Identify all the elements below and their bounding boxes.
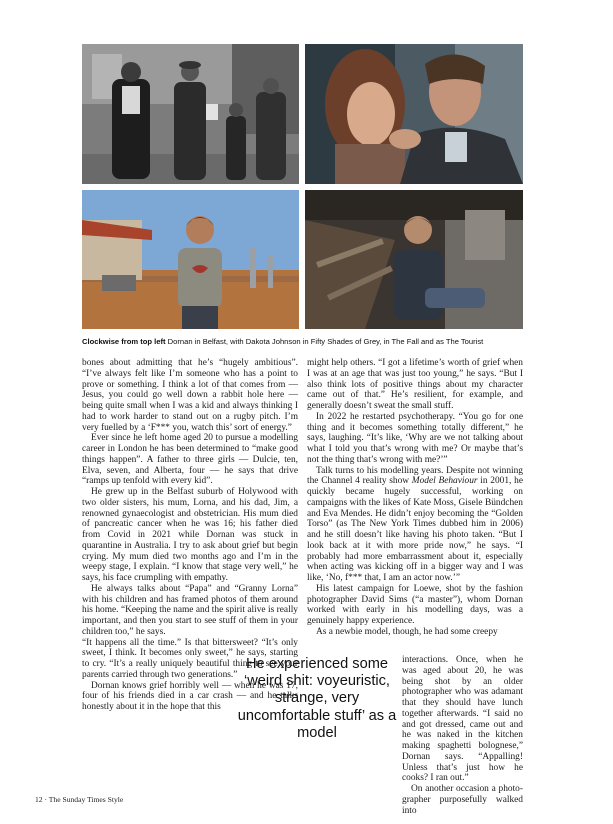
photo-belfast [82,44,299,184]
paragraph: His latest campaign for Loewe, shot by the fashion photographer David Sims (“a master”), whom Dornan worked with early in his modelling days, was a genuinely happy experience. [307,583,523,626]
paragraph: interactions. Once, when he was aged about 20, he was being shot by an older photographer who was adamant that they should have lunch together afterwards. “I said no and got dressed, came out and he was naked in the kitchen making spaghetti bolognese,” Dornan says. “Appalling! Unless that’s just how he cooks? I ran out.” [402,655,523,784]
paragraph: might help others. “I got a lifetime’s worth of grief when I was at an age that was just too young,” he says. “But I also think lots of positive things about my character came out of that.” He’s resilient, for example, and generally doesn’t sweat the small stuff. [307,358,523,411]
article-column-2-continued [402,655,523,816]
paragraph: “It happens all the time.” Is that bittersweet? “It’s only sweet, I think. It becomes only sweet,” he says, starting to cry. “It’s a really uniquely beautiful thing to see your parents carried through two generations.” [82,637,298,680]
caption-lead: Clockwise from top left [82,337,166,346]
paragraph: Dornan knows grief horribly well — when he was 17, four of his friends died in a car crash — and he talks honestly about it in the hope that this [82,680,298,712]
photo-the-tourist [82,190,299,329]
caption-text: Dornan in Belfast, with Dakota Johnson in Fifty Shades of Grey, in The Fall and as The Tourist [167,337,484,346]
paragraph-text: in 2001, he quickly became hugely successful, working on campaigns with the likes of Kate Moss, Gisele Bündchen and Eva Mendes. He didn’t enjoy becoming the “Golden Torso” (as The New York Times dubbed him in 2006) and he still doesn’t like having his photo taken. “But I look back at it with more pride now,” he says. “I probably had more embarrassment about it, especially when acting was kicking off in a bigger way and I was like, ‘No, f*** that, I am an actor now.’” [307,476,523,583]
paragraph [307,466,523,584]
paragraph: He grew up in the Belfast suburb of Holywood with two older sisters, his mum, Lorna, and his dad, Jim, a renowned gynaecologist and obstetrician. His mum died of pancreatic cancer when he was 16; his father died from Covid in 2021 while Dornan was stuck in quarantine in Australia. I try to ask about grief but begin crying. My mum died two months ago and I’m in the weepy stage, I explain. “I know that stage very well,” he says, his face crumpling with empathy. [82,487,298,583]
photo-the-fall [305,190,523,329]
page-footer: 12 · The Sunday Times Style [35,795,124,804]
paragraph: As a newbie model, though, he had some creepy [316,626,498,637]
show-title: Model Behaviour [411,476,478,487]
paragraph-text: Talk turns to his modelling years. Despite not winning the Channel 4 reality show [307,465,523,487]
paragraph: Ever since he left home aged 20 to pursue a modelling career in London he has been determined to “make good things happen”. A father to three girls — Dulcie, ten, Elva, seven, and Alberta, four — he says that drive “ramps up tenfold with every kid”. [82,433,298,487]
pull-quote: He experienced some ‘weird shit: voyeuristic, strange, very uncomfortable stuff’ as a model [237,656,397,741]
paragraph: In 2022 he restarted psychotherapy. “You go for one thing and it becomes something totally different,” he says, laughing. “It’s like, ‘Why are we not talking about what I told you that’s wrong with me? Or maybe that’s not the thing that’s wrong with me?’” [307,411,523,465]
photo-fifty-shades [305,44,523,184]
paragraph: He always talks about “Papa” and “Granny Lorna” with his children and has framed photos of them around his home. “Keeping the name and the spirit alive is really important, and then you start to see stuff of them in your children too,” he says. [82,583,298,637]
paragraph: On another occasion a photographer purposefully walked into [402,784,523,816]
article-column-2 [307,358,523,638]
paragraph: bones about admitting that he’s “hugely ambitious”. “I’ve always felt like I’m someone who has a point to prove or something. I think a lot of that comes from — Jesus, you could go well down a rabbit hole here — being quite small when I was a kid and always thinking I had to work harder to stand out on a rugby pitch. I’m very fuelled by a ‘F*** you, watch this’ sort of energy.” [82,358,298,433]
photo-caption [82,337,527,347]
